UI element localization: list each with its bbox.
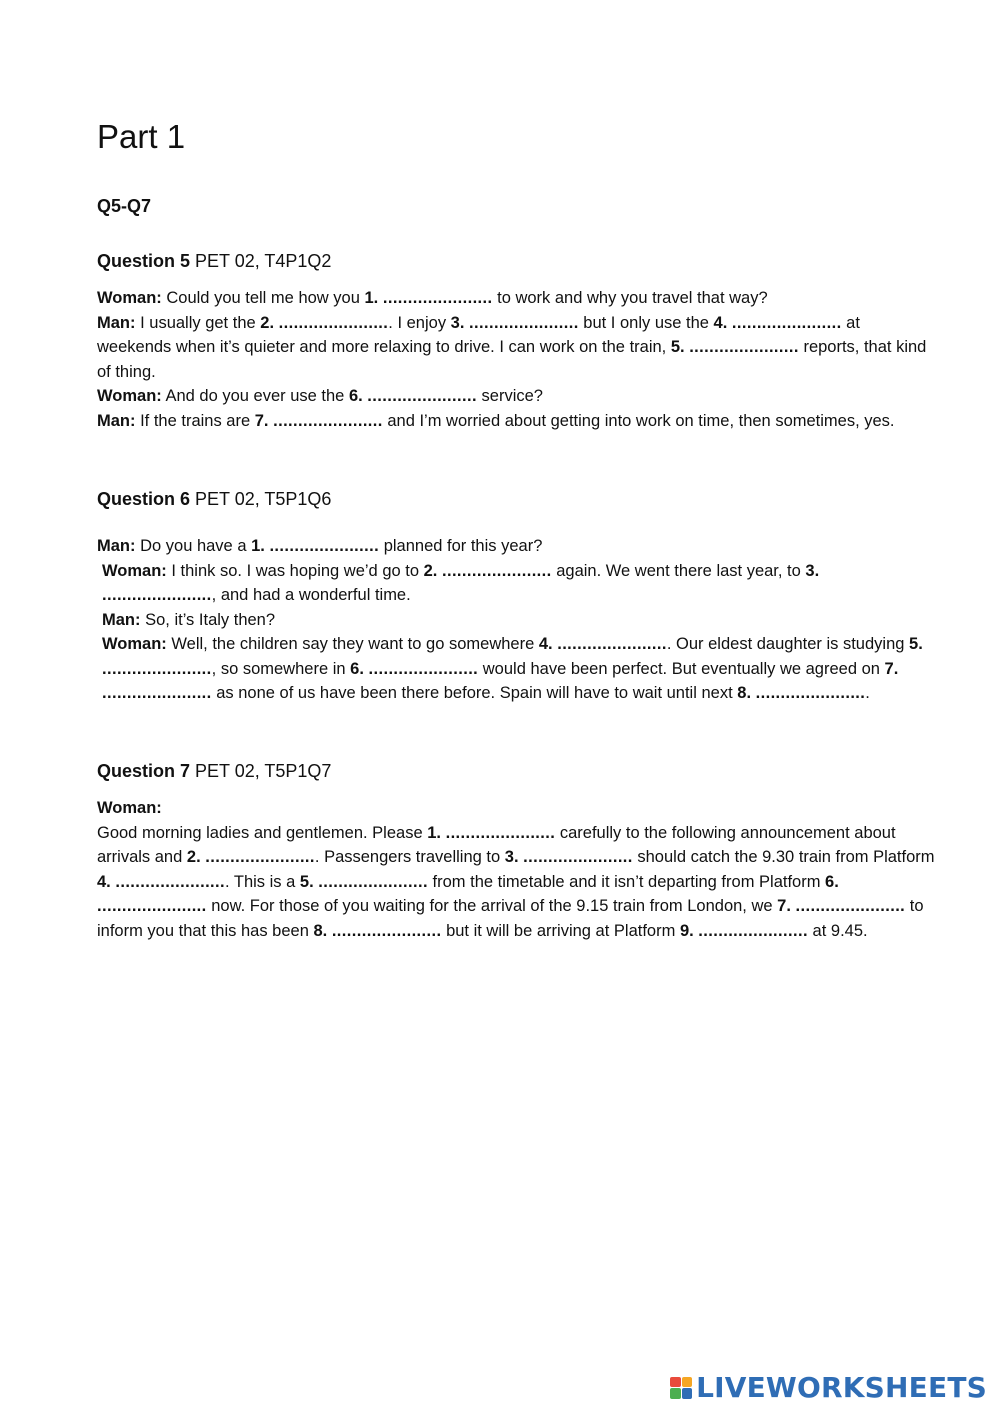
blank-number: 2. [423, 561, 438, 580]
dialogue-text: from the timetable and it isn’t departing from Platform [432, 872, 821, 891]
dialogue-text: to inform you that this has been [97, 897, 924, 940]
speaker-label: Woman: [102, 561, 167, 580]
blank-number: 2. [260, 313, 275, 332]
dialogue-line [97, 632, 937, 706]
answer-blank[interactable]: ...................... [367, 387, 477, 405]
question-6-heading [97, 489, 331, 510]
blank-number: 7. [777, 897, 791, 915]
dialogue-text: carefully to the following announcement about arrivals and [97, 823, 896, 866]
dialogue-text: service? [481, 387, 543, 405]
answer-blank[interactable]: ...................... [273, 411, 383, 430]
speaker-label: Woman: [97, 289, 162, 307]
dialogue-text: at weekends when it’s quieter and more relaxing to drive. I can work on the train, [97, 313, 860, 356]
dialogue-text: at 9.45. [812, 921, 868, 940]
dialogue-text: I think so. I was hoping we’d go to [171, 561, 420, 580]
answer-blank[interactable]: ...................... [382, 289, 493, 307]
blank-number: 7. [884, 659, 899, 678]
answer-blank[interactable]: ...................... [445, 823, 556, 842]
blank-number: 3. [504, 848, 519, 866]
blank-number: 1. [364, 289, 379, 307]
dialogue-text: again. We went there last year, to [556, 561, 801, 580]
speaker-label: Woman: [97, 799, 162, 817]
dialogue-line [97, 559, 937, 608]
blank-number: 6. [825, 872, 839, 891]
question-6-dialogue [97, 534, 937, 706]
dialogue-line [97, 821, 937, 944]
blank-number: 3. [805, 561, 820, 580]
dialogue-text: but I only use the [583, 313, 709, 332]
dialogue-text: now. For those of you waiting for the arrival of the 9.15 train from London, we [211, 897, 773, 915]
answer-blank[interactable]: ...................... [469, 313, 579, 332]
answer-blank[interactable]: ...................... [102, 586, 212, 604]
answer-blank[interactable]: ...................... [97, 897, 207, 915]
answer-blank[interactable]: ...................... [368, 659, 479, 678]
blank-number: 5. [299, 872, 314, 891]
answer-blank[interactable]: ...................... [102, 684, 212, 702]
blank-number: 4. [713, 313, 728, 332]
answer-blank[interactable]: ...................... [441, 561, 552, 580]
dialogue-text: . Our eldest daughter is studying [666, 635, 905, 653]
answer-blank[interactable]: ...................... [523, 848, 633, 866]
blank-number: 6. [350, 659, 364, 678]
blank-number: 4. [538, 635, 553, 653]
question-5-source: PET 02, T4P1Q2 [195, 251, 332, 271]
question-5-label: Question 5 [97, 251, 191, 271]
dialogue-text: So, it’s Italy then? [145, 610, 276, 629]
answer-blank[interactable]: ...................... [331, 921, 442, 940]
dialogue-line [97, 384, 937, 409]
dialogue-line [97, 409, 937, 434]
blank-number: 5. [670, 338, 685, 356]
dialogue-text: reports, that kind of thing. [97, 338, 927, 381]
dialogue-text: , so somewhere in [211, 659, 346, 678]
dialogue-text: would have been perfect. But eventually we agreed on [482, 659, 880, 678]
dialogue-text: . [865, 684, 870, 702]
dialogue-text: I usually get the [140, 313, 256, 332]
answer-blank[interactable]: ...................... [318, 872, 428, 891]
speaker-label: Woman: [97, 387, 162, 405]
speaker-label: Man: [97, 313, 136, 332]
blank-number: 3. [450, 313, 465, 332]
liveworksheets-brand [670, 1371, 987, 1404]
logo-square-red [670, 1377, 681, 1388]
answer-blank[interactable]: ...................... [731, 313, 842, 332]
blank-number: 7. [254, 411, 269, 430]
question-7-source: PET 02, T5P1Q7 [195, 761, 332, 781]
dialogue-text: as none of us have been there before. Spain will have to wait until next [216, 684, 733, 702]
part-title: Part 1 [97, 118, 186, 155]
blank-number: 9. [679, 921, 694, 940]
answer-blank[interactable]: ...................... [205, 848, 315, 866]
dialogue-text: And do you ever use the [165, 387, 345, 405]
dialogue-text: If the trains are [140, 411, 251, 430]
dialogue-text: but it will be arriving at Platform [446, 921, 676, 940]
speaker-label: Man: [97, 411, 136, 430]
dialogue-line [97, 311, 937, 385]
dialogue-text: . I enjoy [388, 313, 447, 332]
dialogue-line [97, 286, 937, 311]
question-5-dialogue [97, 286, 937, 433]
dialogue-text: , and had a wonderful time. [211, 586, 411, 604]
question-7-announcement [97, 796, 937, 943]
answer-blank[interactable]: ...................... [698, 921, 808, 940]
answer-blank[interactable]: ...................... [102, 659, 212, 678]
logo-square-blue [682, 1388, 693, 1399]
blank-number: 1. [251, 537, 265, 555]
dialogue-line [97, 534, 937, 559]
blank-number: 5. [909, 635, 923, 653]
question-7-heading [97, 761, 331, 782]
answer-blank[interactable]: ...................... [115, 872, 226, 891]
question-6-source: PET 02, T5P1Q6 [195, 489, 332, 509]
blank-number: 1. [427, 823, 441, 842]
answer-blank[interactable]: ...................... [557, 635, 667, 653]
blank-number: 8. [737, 684, 752, 702]
blank-number: 2. [186, 848, 201, 866]
answer-blank[interactable]: ...................... [269, 537, 380, 555]
speaker-label: Woman: [102, 635, 167, 653]
logo-square-orange [682, 1377, 693, 1388]
dialogue-line [97, 796, 937, 821]
brand-name: LIVEWORKSHEETS [696, 1371, 987, 1404]
dialogue-text: . This is a [225, 872, 296, 891]
dialogue-line [97, 608, 937, 633]
answer-blank[interactable]: ...................... [278, 313, 389, 332]
dialogue-text: Well, the children say they want to go somewhere [171, 635, 535, 653]
dialogue-text: and I’m worried about getting into work on time, then sometimes, yes. [387, 411, 895, 430]
question-7-label: Question 7 [97, 761, 191, 781]
blank-number: 6. [348, 387, 363, 405]
answer-blank[interactable]: ...................... [755, 684, 866, 702]
dialogue-text: to work and why you travel that way? [497, 289, 768, 307]
dialogue-text: Could you tell me how you [166, 289, 360, 307]
question-6-label: Question 6 [97, 489, 191, 509]
logo-square-green [670, 1388, 681, 1399]
blank-number: 4. [97, 872, 111, 891]
answer-blank[interactable]: ...................... [795, 897, 906, 915]
liveworksheets-logo-icon [670, 1377, 692, 1399]
answer-blank[interactable]: ...................... [689, 338, 799, 356]
dialogue-text: planned for this year? [383, 537, 543, 555]
question-range-title: Q5-Q7 [97, 196, 152, 216]
dialogue-text: . Passengers travelling to [314, 848, 501, 866]
dialogue-text: should catch the 9.30 train from Platform [637, 848, 935, 866]
speaker-label: Man: [102, 610, 141, 629]
dialogue-text: Good morning ladies and gentlemen. Please [97, 823, 423, 842]
speaker-label: Man: [97, 537, 136, 555]
blank-number: 8. [313, 921, 328, 940]
question-5-heading [97, 251, 331, 272]
dialogue-text: Do you have a [140, 537, 247, 555]
